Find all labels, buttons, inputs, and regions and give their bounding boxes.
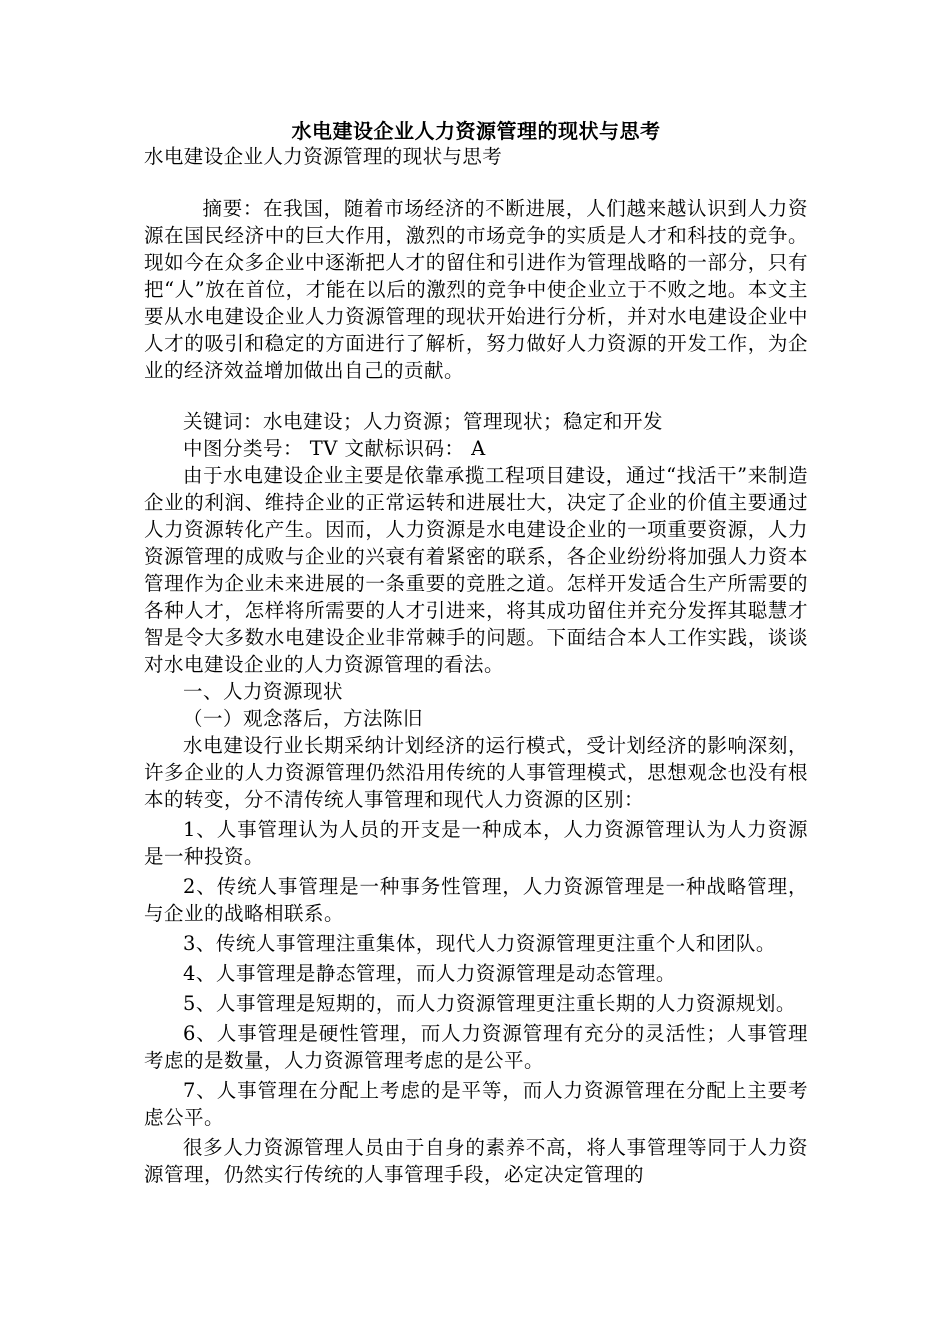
- classification-line: 中图分类号： TV 文献标识码： A: [183, 437, 486, 460]
- section-heading: 一、人力资源现状: [183, 680, 344, 703]
- list-item: 2、传统人事管理是一种事务性管理，人力资源管理是一种战略管理，与企业的战略相联系。: [144, 875, 808, 925]
- spacer: [144, 170, 808, 195]
- document-subtitle: 水电建设企业人力资源管理的现状与思考: [144, 145, 503, 168]
- intro-paragraph: 由于水电建设企业主要是依靠承揽工程项目建设，通过“找活干”来制造企业的利润、维持企业的正常运转和进展壮大，决定了企业的价值主要通过人力资源转化产生。因而，人力资源是水电建设企业的一项重要资源，人力资源管理的成败与企业的兴衰有着紧密的联系，各企业纷纷将加强人力资本管理作为企业未来进展的一条重要的竞胜之道。怎样开发适合生产所需要的各种人才，怎样将所需要的人才引进来，将其成功留住并充分发挥其聪慧才智是令大多数水电建设企业非常棘手的问题。下面结合本人工作实践，谈谈对水电建设企业的人力资源管理的看法。: [144, 464, 808, 676]
- list-item: 7、人事管理在分配上考虑的是平等，而人力资源管理在分配上主要考虑公平。: [144, 1079, 808, 1129]
- document-page: [144, 118, 808, 1188]
- list-item: 1、人事管理认为人员的开支是一种成本，人力资源管理认为人力资源是一种投资。: [144, 818, 808, 868]
- section-paragraph: 水电建设行业长期采纳计划经济的运行模式，受计划经济的影响深刻，许多企业的人力资源管理仍然沿用传统的人事管理模式，思想观念也没有根本的转变，分不清传统人事管理和现代人力资源的区别：: [144, 734, 808, 811]
- list-item: 3、传统人事管理注重集体，现代人力资源管理更注重个人和团队。: [183, 932, 776, 955]
- list-item: 5、人事管理是短期的，而人力资源管理更注重长期的人力资源规划。: [183, 992, 796, 1015]
- keywords-line: 关键词：水电建设；人力资源；管理现状；稳定和开发: [183, 410, 664, 433]
- closing-paragraph: 很多人力资源管理人员由于自身的素养不高，将人事管理等同于人力资源管理，仍然实行传统的人事管理手段，必定决定管理的: [144, 1136, 808, 1186]
- abstract-paragraph: 摘要：在我国，随着市场经济的不断进展，人们越来越认识到人力资源在国民经济中的巨大作用，激烈的市场竞争的实质是人才和科技的竞争。现如今在众多企业中逐渐把人才的留住和引进作为管理战略的一部分，只有把“人”放在首位，才能在以后的激烈的竞争中使企业立于不败之地。本文主要从水电建设企业人力资源管理的现状开始进行分析，并对水电建设企业中人才的吸引和稳定的方面进行了解析，努力做好人力资源的开发工作，为企业的经济效益增加做出自己的贡献。: [144, 197, 808, 382]
- subsection-heading: （一）观念落后，方法陈旧: [183, 707, 424, 730]
- list-item: 4、人事管理是静态管理，而人力资源管理是动态管理。: [183, 962, 676, 985]
- spacer: [144, 384, 808, 408]
- document-title: 水电建设企业人力资源管理的现状与思考: [291, 119, 661, 143]
- list-item: 6、人事管理是硬性管理，而人力资源管理有充分的灵活性；人事管理考虑的是数量，人力资源管理考虑的是公平。: [144, 1022, 808, 1072]
